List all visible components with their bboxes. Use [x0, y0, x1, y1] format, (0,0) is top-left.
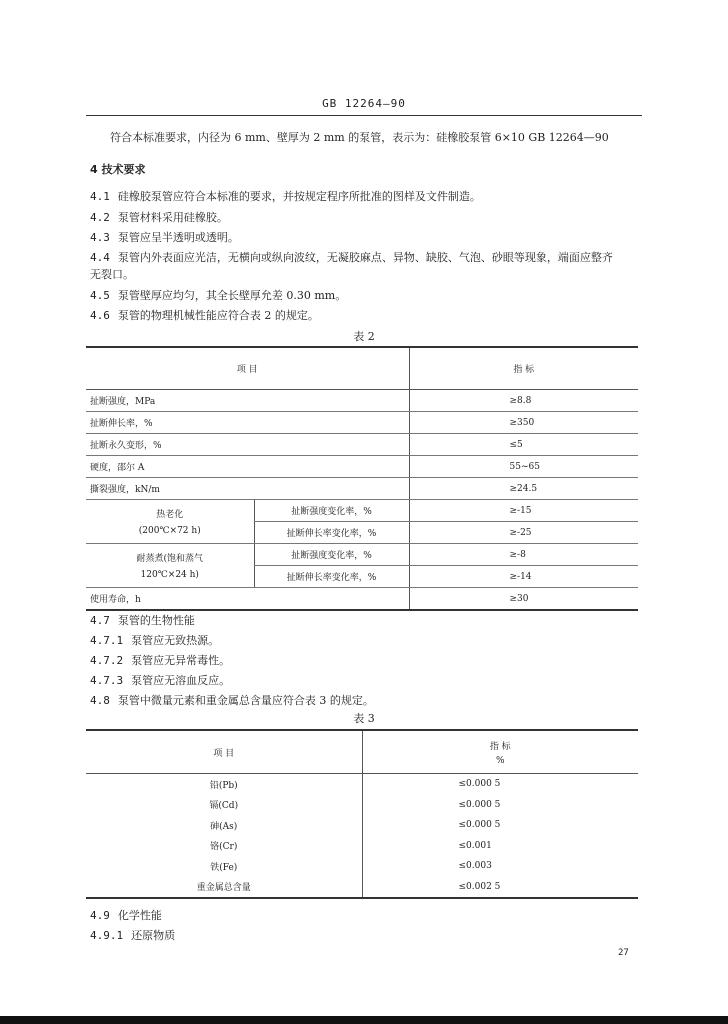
clause-num: 4.5: [90, 289, 110, 302]
clause-4-9: [90, 909, 162, 923]
table-3-title: 表 3: [353, 712, 375, 725]
header-value-line1: 指 标: [489, 741, 511, 752]
standard-header: GB 12264—90: [322, 97, 406, 110]
group-label-line1: 耐蒸煮(饱和蒸气: [136, 554, 203, 564]
clause-num: 4.8: [90, 694, 110, 707]
table-2-row-value: ≥350: [409, 412, 638, 434]
clause-text: 泵管内外表面应光洁，无横向或纵向波纹，无凝胶麻点、异物、缺胶、气泡、砂眼等现象，端面应整齐: [117, 251, 613, 264]
clause-num: 4.7.1: [90, 634, 124, 647]
table-2-row-label: 使用寿命，h: [86, 588, 409, 611]
table-2-row-label: 扯断强度，MPa: [86, 390, 409, 412]
clause-4-7-2: [90, 654, 230, 668]
table-3-row-value: ≤0.000 5: [362, 815, 638, 836]
table-2-row-label: 扯断伸长率，%: [86, 412, 409, 434]
clause-4-4: [90, 251, 613, 265]
table-3-row-value: ≤0.003: [362, 856, 638, 877]
scan-bottom-edge: [0, 1016, 728, 1024]
table-3-header-item: 项 目: [86, 730, 362, 774]
clause-text: 泵管中微量元素和重金属总含量应符合表 3 的规定。: [117, 694, 374, 707]
clause-text: 泵管应无异常毒性。: [131, 654, 231, 667]
table-3-row-value: ≤0.002 5: [362, 877, 638, 899]
group-label-line1: 热老化: [156, 510, 184, 520]
table-2-sub-label: 扯断伸长率变化率，%: [254, 522, 409, 544]
clause-4-7-3: [90, 674, 230, 688]
clause-text: 泵管材料采用硅橡胶。: [117, 211, 228, 224]
section-4-title: 4 技术要求: [90, 163, 146, 176]
table-3-row-label: 重金属总含量: [86, 877, 362, 899]
clause-text: 泵管应无致热源。: [131, 634, 220, 647]
clause-text: 泵管的物理机械性能应符合表 2 的规定。: [117, 309, 319, 322]
table-2-row-value: ≥-8: [409, 544, 638, 566]
table-2-row-value: ≥24.5: [409, 478, 638, 500]
clause-4-5: [90, 289, 346, 303]
table-3-row-value: ≤0.000 5: [362, 795, 638, 816]
clause-num: 4.3: [90, 231, 110, 244]
table-2: [86, 346, 638, 611]
table-3-row-label: 铅(Pb): [209, 780, 238, 791]
table-2-row-value: 55~65: [409, 456, 638, 478]
page-number: 27: [618, 948, 629, 958]
clause-num: 4.1: [90, 190, 110, 203]
table-2-sub-label: 扯断强度变化率，%: [254, 500, 409, 522]
table-3-row-value: ≤0.001: [362, 836, 638, 857]
clause-4-8: [90, 694, 374, 708]
clause-num: 4.4: [90, 251, 110, 264]
clause-4-7: [90, 614, 195, 628]
clause-text: 泵管壁厚应均匀，其全长壁厚允差 0.30 mm。: [117, 289, 347, 302]
clause-text: 还原物质: [131, 929, 176, 942]
clause-num: 4.7.2: [90, 654, 124, 667]
table-2-row-value: ≥-15: [409, 500, 638, 522]
table-2-row-label: 撕裂强度，kN/m: [86, 478, 409, 500]
group-label-line2: 120℃×24 h): [140, 570, 199, 580]
clause-4-1: [90, 190, 481, 204]
table-3-row-label: 铬(Cr): [210, 842, 238, 853]
clause-text: 泵管应无溶血反应。: [131, 674, 231, 687]
clause-num: 4.7: [90, 614, 110, 627]
table-3-header-value: [362, 730, 638, 774]
table-2-row-value: ≥-14: [409, 566, 638, 588]
clause-4-9-1: [90, 929, 175, 943]
table-3: [86, 729, 638, 899]
clause-4-6: [90, 309, 319, 323]
clause-4-4-cont: 无裂口。: [90, 268, 134, 281]
table-2-sub-label: 扯断伸长率变化率，%: [254, 566, 409, 588]
table-2-row-label: 扯断永久变形，%: [86, 434, 409, 456]
clause-text: 化学性能: [117, 909, 162, 922]
table-2-row-value: ≤5: [409, 434, 638, 456]
intro-line: 符合本标准要求，内径为 6 mm、壁厚为 2 mm 的泵管，表示为：硅橡胶泵管 6×10 GB 12264—90: [110, 131, 609, 144]
table-2-row-label: 硬度，邵尔 A: [86, 456, 409, 478]
clause-num: 4.7.3: [90, 674, 124, 687]
clause-text: 泵管的生物性能: [117, 614, 195, 627]
clause-4-2: [90, 211, 228, 225]
table-2-title: 表 2: [353, 330, 375, 343]
table-2-row-value: ≥8.8: [409, 390, 638, 412]
group-label-line2: (200℃×72 h): [138, 526, 201, 536]
clause-4-3: [90, 231, 239, 245]
table-3-row-label: 砷(As): [210, 821, 238, 832]
table-3-row-label: 铁(Fe): [210, 862, 238, 873]
table-2-header-value: 指 标: [409, 347, 638, 390]
header-value-line2: %: [495, 755, 505, 766]
clause-4-7-1: [90, 634, 219, 648]
table-2-sub-label: 扯断强度变化率，%: [254, 544, 409, 566]
clause-text: 硅橡胶泵管应符合本标准的要求，并按规定程序所批准的图样及文件制造。: [117, 190, 481, 203]
clause-num: 4.6: [90, 309, 110, 322]
clause-num: 4.9: [90, 909, 110, 922]
table-2-group-label: [86, 500, 254, 544]
clause-num: 4.9.1: [90, 929, 124, 942]
table-2-row-value: ≥30: [409, 588, 638, 611]
table-2-row-value: ≥-25: [409, 522, 638, 544]
clause-num: 4.2: [90, 211, 110, 224]
table-3-row-value: ≤0.000 5: [362, 774, 638, 795]
table-3-row-label: 镉(Cd): [209, 801, 239, 812]
clause-text: 泵管应呈半透明或透明。: [117, 231, 239, 244]
header-rule: [86, 115, 642, 116]
table-2-group-label: [86, 544, 254, 588]
table-2-header-item: 项 目: [86, 347, 409, 390]
